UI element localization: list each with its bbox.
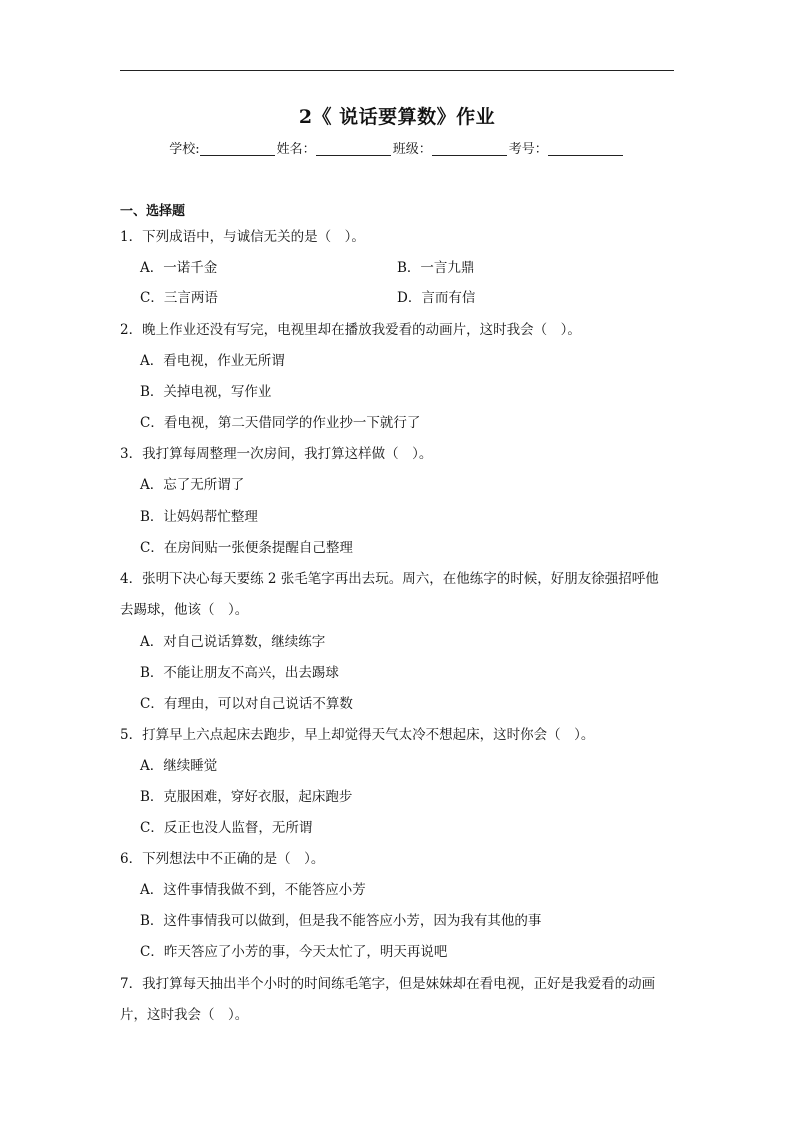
question-2-option-c[interactable]: C．看电视，第二天借同学的作业抄一下就行了 xyxy=(140,415,421,431)
name-label: 姓名： xyxy=(276,142,316,157)
question-4-option-b[interactable]: B．不能让朋友不高兴，出去踢球 xyxy=(140,665,339,681)
question-2-stem: 2．晚上作业还没有写完，电视里却在播放我爱看的动画片，这时我会（ ）。 xyxy=(120,322,581,338)
exam-no-blank[interactable] xyxy=(548,141,623,156)
question-1-stem: 1．下列成语中，与诚信无关的是（ ）。 xyxy=(120,229,365,245)
class-blank[interactable] xyxy=(432,141,507,156)
question-5-option-a[interactable]: A．继续睡觉 xyxy=(140,758,218,774)
question-1-option-b[interactable]: B．一言九鼎 xyxy=(397,260,475,276)
question-7-stem-line-1: 7．我打算每天抽出半个小时的时间练毛笔字，但是妹妹却在看电视，正好是我爱看的动画 xyxy=(120,976,656,992)
question-3-option-a[interactable]: A．忘了无所谓了 xyxy=(140,477,245,493)
exam-no-label: 考号： xyxy=(508,142,548,157)
school-field xyxy=(169,140,276,160)
school-blank[interactable] xyxy=(200,141,275,156)
question-5-stem: 5．打算早上六点起床去跑步，早上却觉得天气太冷不想起床，这时你会（ ）。 xyxy=(120,727,595,743)
question-1-option-c[interactable]: C．三言两语 xyxy=(140,290,218,306)
question-7-stem-line-2: 片，这时我会（ ）。 xyxy=(120,1007,249,1023)
document-title: 2《 说话要算数》作业 xyxy=(298,106,496,128)
question-1-option-a[interactable]: A．一诺千金 xyxy=(140,260,218,276)
exam-no-field xyxy=(509,140,625,160)
question-6-option-c[interactable]: C．昨天答应了小芳的事，今天太忙了，明天再说吧 xyxy=(140,944,448,960)
question-5-option-c[interactable]: C．反正也没人监督，无所谓 xyxy=(140,820,313,836)
class-field xyxy=(393,140,509,160)
question-5-option-b[interactable]: B．克服困难，穿好衣服，起床跑步 xyxy=(140,789,353,805)
school-label: 学校: xyxy=(169,142,200,157)
question-4-stem-line-1: 4．张明下决心每天要练 2 张毛笔字再出去玩。周六，在他练字的时候，好朋友徐强招呼他 xyxy=(120,571,659,587)
question-1-option-d[interactable]: D．言而有信 xyxy=(397,290,476,306)
question-2-option-b[interactable]: B．关掉电视，写作业 xyxy=(140,384,272,400)
question-6-stem: 6．下列想法中不正确的是（ ）。 xyxy=(120,851,325,867)
question-6-option-b[interactable]: B．这件事情我可以做到，但是我不能答应小芳，因为我有其他的事 xyxy=(140,913,542,929)
question-6-option-a[interactable]: A．这件事情我做不到，不能答应小芳 xyxy=(140,882,366,898)
name-field xyxy=(277,140,393,160)
question-4-stem-line-2: 去踢球，他该（ ）。 xyxy=(120,602,249,618)
header-rule xyxy=(120,70,674,71)
question-4-option-a[interactable]: A．对自己说话算数，继续练字 xyxy=(140,634,326,650)
student-info-line xyxy=(0,140,794,160)
question-3-option-b[interactable]: B．让妈妈帮忙整理 xyxy=(140,509,258,525)
name-blank[interactable] xyxy=(316,141,391,156)
section-title: 一、选择题 xyxy=(120,204,186,219)
class-label: 班级： xyxy=(392,142,432,157)
question-3-stem: 3．我打算每周整理一次房间，我打算这样做（ ）。 xyxy=(120,446,433,462)
question-2-option-a[interactable]: A．看电视，作业无所谓 xyxy=(140,353,285,369)
question-3-option-c[interactable]: C．在房间贴一张便条提醒自己整理 xyxy=(140,540,353,556)
question-4-option-c[interactable]: C．有理由，可以对自己说话不算数 xyxy=(140,696,353,712)
